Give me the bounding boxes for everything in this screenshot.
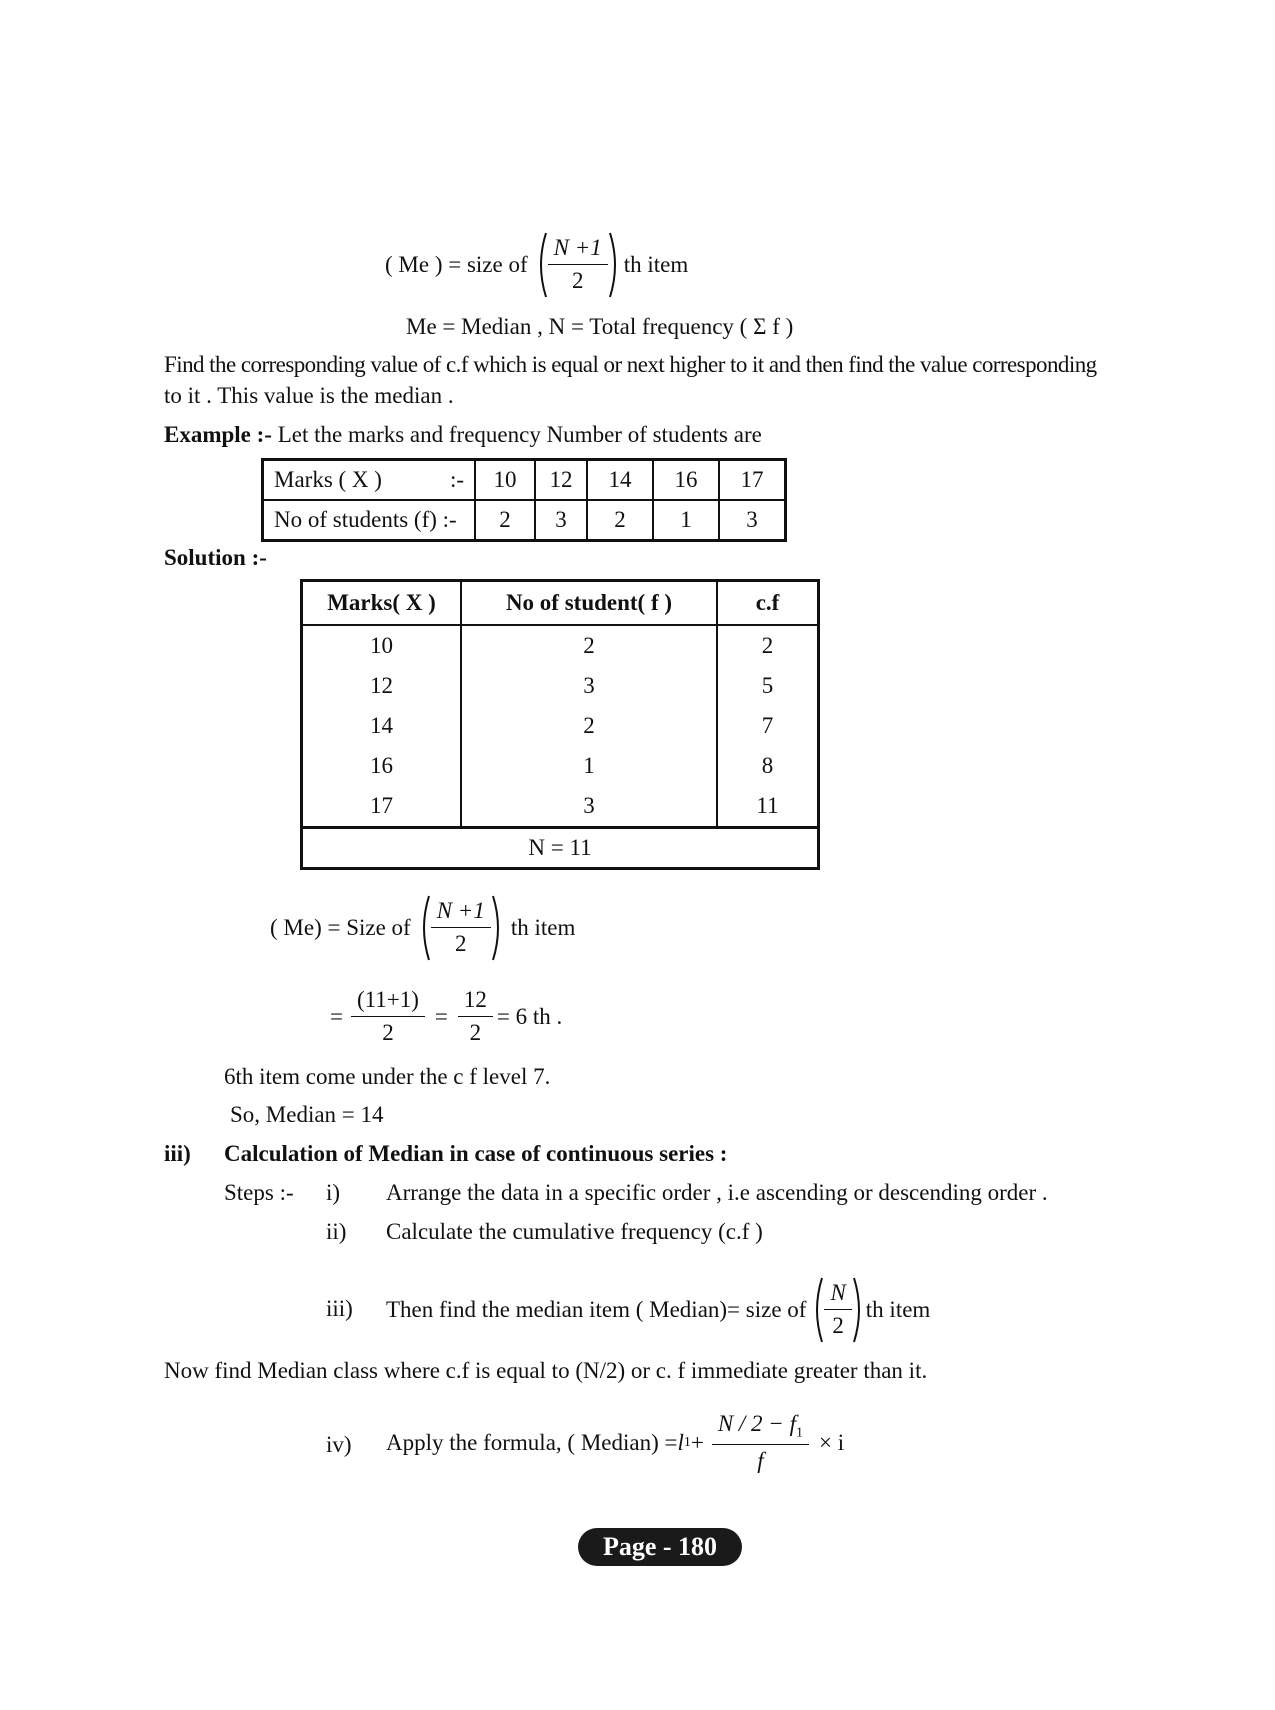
cell: 14 bbox=[587, 460, 653, 501]
left-paren-icon bbox=[534, 231, 548, 299]
solution-label: Solution :- bbox=[164, 545, 267, 570]
fraction-12-over-2: $\frac{12}{2}$ bbox=[458, 987, 493, 1046]
definitions-line: Me = Median , N = Total frequency ( Σ f ) bbox=[406, 314, 794, 339]
cell: 1 bbox=[653, 500, 719, 541]
right-paren-icon bbox=[608, 231, 622, 299]
cell: 3 bbox=[719, 500, 786, 541]
example-line bbox=[164, 422, 762, 448]
table-row bbox=[263, 460, 786, 501]
step-1-text: Arrange the data in a specific order , i.e ascending or descending order . bbox=[386, 1180, 1048, 1205]
paragraph-line-1: Find the corresponding value of c.f which is equal or next higher to it and then find the value corresponding bbox=[164, 352, 1097, 377]
median-formula-solution: ( Me) = Size of $\frac{N +1}{2}$ th item bbox=[270, 895, 575, 961]
step-4-number: iv) bbox=[326, 1432, 352, 1457]
table-total-row bbox=[302, 828, 819, 869]
item-6-line: 6th item come under the c f level 7. bbox=[224, 1064, 551, 1089]
step-3: Then find the median item ( Median)= size of $\frac{N}{2}$ th item bbox=[386, 1277, 930, 1343]
step-2-number: ii) bbox=[326, 1219, 347, 1244]
median-formula-fraction: $\frac{N / 2 - f_1}{f}$ bbox=[712, 1411, 809, 1474]
left-paren-icon bbox=[417, 894, 431, 962]
step-4: Apply the formula, ( Median) = l 1 + $\frac{N / 2 - f_1}{f}$ × i bbox=[386, 1411, 845, 1474]
median-calculation: = $\frac{(11+1)}{2}$ = $\frac{12}{2}$ = 6 th . bbox=[330, 987, 563, 1045]
formula-lhs: ( Me ) = size of bbox=[385, 252, 528, 277]
fraction-n-plus-1-over-2: $\frac{N +1}{2}$ bbox=[431, 898, 491, 957]
cell: 3 bbox=[535, 500, 587, 541]
page-number-badge: Page - 180 bbox=[578, 1528, 742, 1566]
cell: 17 bbox=[719, 460, 786, 501]
header-marks: Marks( X ) bbox=[302, 581, 462, 626]
median-formula-top bbox=[385, 232, 688, 298]
example-text: Let the marks and frequency Number of students are bbox=[271, 422, 762, 447]
total-cell: N = 11 bbox=[302, 828, 819, 869]
table-row: 16 1 8 bbox=[302, 746, 819, 786]
step-4-text: Apply the formula, ( Median) = bbox=[386, 1430, 678, 1455]
paragraph-line-2: to it . This value is the median . bbox=[164, 383, 454, 408]
table-row: 14 2 7 bbox=[302, 706, 819, 746]
row-label-marks: Marks ( X ) :- bbox=[263, 460, 476, 501]
cell: 10 bbox=[475, 460, 535, 501]
right-paren-icon bbox=[852, 1276, 866, 1344]
step-3-number: iii) bbox=[326, 1296, 353, 1321]
fraction-n-plus-1-over-2: $\frac{N +1}{2}$ bbox=[548, 235, 608, 294]
step-2-text: Calculate the cumulative frequency (c.f ) bbox=[386, 1219, 763, 1244]
row-label-students: No of students (f) :- bbox=[263, 500, 476, 541]
cell: 2 bbox=[587, 500, 653, 541]
example-table bbox=[261, 458, 787, 542]
formula-rhs: th item bbox=[623, 252, 689, 277]
table-row bbox=[263, 500, 786, 541]
table-row: 10 2 2 bbox=[302, 625, 819, 666]
table-row: 12 3 5 bbox=[302, 666, 819, 706]
header-cf: c.f bbox=[717, 581, 819, 626]
right-paren-icon bbox=[491, 894, 505, 962]
left-paren-icon bbox=[810, 1276, 824, 1344]
header-students: No of student( f ) bbox=[461, 581, 717, 626]
step-3-text: Then find the median item ( Median)= size of bbox=[386, 1297, 807, 1322]
cell: 16 bbox=[653, 460, 719, 501]
table-header-row bbox=[302, 581, 819, 626]
section-title: Calculation of Median in case of continuous series : bbox=[224, 1141, 728, 1166]
now-find-line: Now find Median class where c.f is equal to (N/2) or c. f immediate greater than it. bbox=[164, 1358, 928, 1383]
cell: 12 bbox=[535, 460, 587, 501]
fraction-n-over-2: $\frac{N}{2}$ bbox=[824, 1280, 851, 1339]
example-label: Example :- bbox=[164, 422, 272, 447]
median-result-line: So, Median = 14 bbox=[230, 1102, 384, 1127]
fraction-11-plus-1-over-2: $\frac{(11+1)}{2}$ bbox=[351, 987, 425, 1046]
step-1-number: i) bbox=[326, 1180, 341, 1205]
table-row: 17 3 11 bbox=[302, 786, 819, 828]
cell: 2 bbox=[475, 500, 535, 541]
steps-label: Steps :- bbox=[224, 1180, 294, 1205]
solution-table bbox=[300, 579, 820, 870]
section-number: iii) bbox=[164, 1141, 191, 1166]
